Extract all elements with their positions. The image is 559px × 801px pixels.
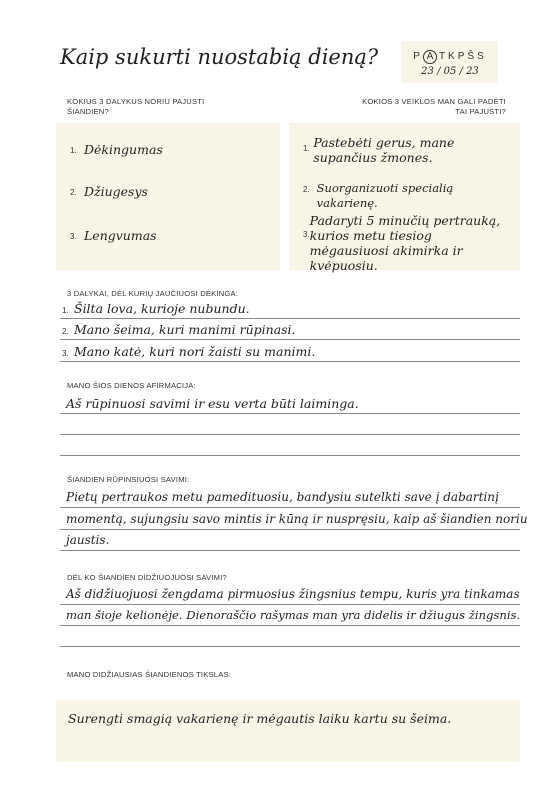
activity-num: 2. xyxy=(303,185,310,194)
writing-line xyxy=(60,646,520,647)
activity-item[interactable] xyxy=(303,135,508,165)
weekday-p[interactable]: P xyxy=(413,51,423,62)
weekday-selector[interactable] xyxy=(406,50,494,64)
writing-line xyxy=(60,318,520,319)
writing-line xyxy=(60,339,520,340)
weekday-s2[interactable]: S xyxy=(477,51,487,62)
gratitude-text: Mano katė, kuri nori žaisti su manimi. xyxy=(74,344,316,359)
selfcare-text[interactable]: jaustis. xyxy=(66,533,110,547)
affirmation-heading: MANO ŠIOS DIENOS AFIRMACIJA: xyxy=(67,381,196,390)
feeling-num: 1. xyxy=(70,146,77,155)
feeling-text: Lengvumas xyxy=(84,228,157,243)
writing-line xyxy=(60,361,520,362)
writing-line xyxy=(60,434,520,435)
goal-panel xyxy=(56,700,520,762)
writing-line xyxy=(60,604,520,605)
activities-heading-line1: KOKIOS 3 VEIKLOS MAN GALI PADĖTI xyxy=(362,97,506,106)
writing-line xyxy=(60,507,520,508)
selfcare-text[interactable]: momentą, sujungsiu savo mintis ir kūną ir nuspręsiu, kaip aš šiandien noriu xyxy=(66,512,528,526)
gratitude-text: Mano šeima, kuri manimi rūpinasi. xyxy=(74,322,296,337)
activity-num: 1. xyxy=(303,144,310,153)
gratitude-num: 3. xyxy=(62,349,69,358)
writing-line xyxy=(60,529,520,530)
gratitude-line[interactable] xyxy=(62,322,296,337)
activity-text: Padaryti 5 minučių pertrauką, kurios metu tiesiog mėgausiuosi akimirka ir kvėpuosiu. xyxy=(309,213,501,273)
gratitude-line[interactable] xyxy=(62,301,250,316)
writing-line xyxy=(60,550,520,551)
proud-text[interactable]: Aš didžiuojuosi žengdama pirmuosius žingsnius tempu, kuris yra tinkamas xyxy=(66,587,520,601)
activity-text: Suorganizuoti specialią vakarienę. xyxy=(316,181,454,210)
proud-heading: DĖL KO ŠIANDIEN DIDŽIUOJUOSI SAVIMI? xyxy=(67,573,227,582)
feeling-item[interactable] xyxy=(70,184,148,199)
selfcare-heading: ŠIANDIEN RŪPINSIUOSI SAVIMI: xyxy=(67,475,190,484)
writing-line xyxy=(60,413,520,414)
gratitude-text: Šilta lova, kurioje nubundu. xyxy=(74,301,250,316)
goal-heading: MANO DIDŽIAUSIAS ŠIANDIENOS TIKSLAS: xyxy=(67,670,232,679)
goal-text[interactable]: Surengti smagią vakarienę ir mėgautis laiku kartu su šeima. xyxy=(68,711,452,726)
activities-heading-line2: TAI PAJUSTI? xyxy=(455,107,506,116)
feelings-heading: KOKIUS 3 DALYKUS NORIU PAJUSTI ŠIANDIEN? xyxy=(67,97,205,116)
weekday-selected[interactable]: A xyxy=(423,50,437,64)
page-title: Kaip sukurti nuostabią dieną? xyxy=(60,45,379,69)
activity-item[interactable] xyxy=(303,181,513,211)
feeling-item[interactable] xyxy=(70,228,157,243)
gratitude-heading: 3 DALYKAI, DĖL KURIŲ JAUČIUOSI DĖKINGA: xyxy=(67,289,239,298)
gratitude-line[interactable] xyxy=(62,344,315,359)
feeling-text: Dėkingumas xyxy=(84,142,163,157)
writing-line xyxy=(60,455,520,456)
activity-item[interactable] xyxy=(303,213,508,273)
weekday-t[interactable]: T xyxy=(438,51,449,62)
feeling-num: 3. xyxy=(70,232,77,241)
feeling-item[interactable] xyxy=(70,142,163,157)
weekday-k[interactable]: K xyxy=(448,51,458,62)
gratitude-num: 2. xyxy=(62,327,69,336)
proud-text[interactable]: man šioje kelionėje. Dienoraščio rašymas man yra didelis ir džiugus žingsnis. xyxy=(66,608,521,622)
activities-heading xyxy=(330,97,506,117)
feeling-text: Džiugesys xyxy=(84,184,148,199)
gratitude-num: 1. xyxy=(62,306,69,315)
affirmation-text[interactable]: Aš rūpinuosi savimi ir esu verta būti laiminga. xyxy=(66,396,359,411)
selfcare-text[interactable]: Pietų pertraukos metu pamedituosiu, bandysiu sutelkti save į dabartinį xyxy=(66,490,499,504)
activity-text: Pastebėti gerus, mane supančius žmones. xyxy=(313,135,455,165)
weekday-s1[interactable]: Š xyxy=(467,51,478,62)
date-value[interactable]: 23 / 05 / 23 xyxy=(421,66,479,77)
writing-line xyxy=(60,625,520,626)
feeling-num: 2. xyxy=(70,188,77,197)
weekday-p2[interactable]: P xyxy=(457,51,468,62)
activity-num: 3. xyxy=(303,230,310,239)
